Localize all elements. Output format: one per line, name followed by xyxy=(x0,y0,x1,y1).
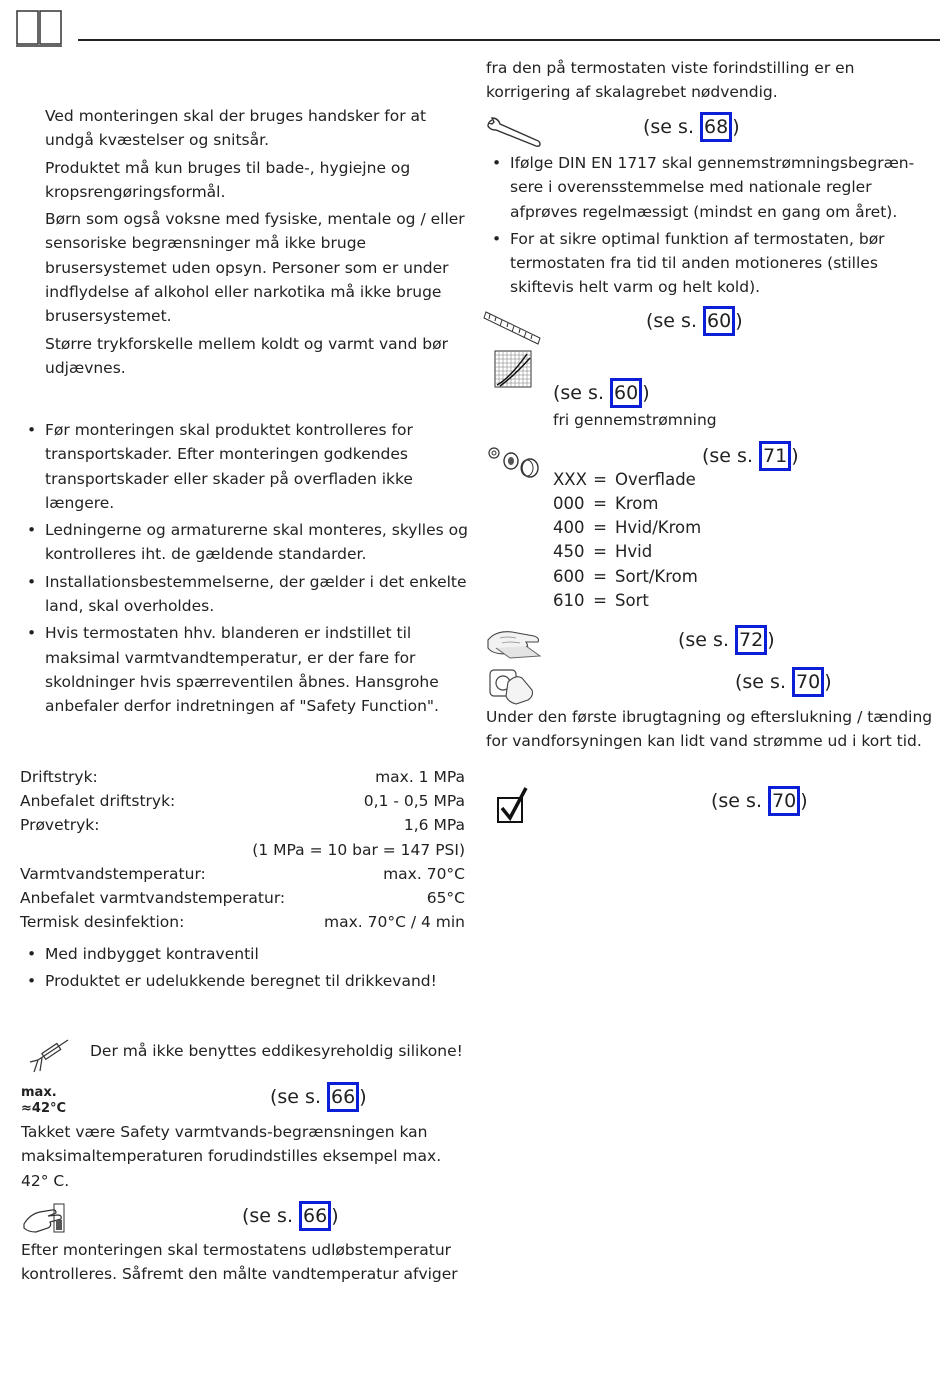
operating-hand-icon xyxy=(488,666,536,706)
checkbox-icon xyxy=(496,786,530,826)
page-reference xyxy=(702,441,799,471)
cleaning-hand-icon xyxy=(486,626,544,662)
list-item xyxy=(553,516,701,540)
color-name: Krom xyxy=(615,494,659,513)
ref-suffix: ) xyxy=(791,445,799,467)
spec-row xyxy=(20,910,465,934)
ref-prefix: (se s. xyxy=(646,310,704,332)
install-bullet-list xyxy=(21,418,469,719)
equals-sign: = xyxy=(593,494,607,513)
intro-paragraph: Ved monteringen skal der bruges handsker for at undgå kvæstelser og snitsår. xyxy=(45,107,427,150)
list-item: • Produktet er udelukkende beregnet til drikkevand! xyxy=(21,969,469,993)
color-code: 000 xyxy=(553,494,585,513)
list-item: • Hvis termostaten hhv. blanderen er indstillet til maksimal varmtvandtemperatur, er der fare for skoldninger hvis spærreventilen åbnes. Hansgrohe anbefaler derfor indretningen af "Safety Function". xyxy=(21,621,469,718)
spec-row xyxy=(20,789,465,813)
page-link[interactable]: 66 xyxy=(327,1082,359,1112)
ref-prefix: (se s. xyxy=(735,671,793,693)
color-code: 600 xyxy=(553,567,585,586)
spec-label: Prøvetryk: xyxy=(20,816,100,834)
open-book-icon xyxy=(16,10,62,48)
list-item xyxy=(553,468,696,492)
list-item xyxy=(553,565,698,589)
page-link[interactable]: 60 xyxy=(703,306,735,336)
list-item: • Installationsbestemmelserne, der gælder i det enkelte land, skal overholdes. xyxy=(21,570,469,619)
equals-sign: = xyxy=(593,567,607,586)
ref-prefix: (se s. xyxy=(242,1205,300,1227)
page-link[interactable]: 60 xyxy=(610,378,642,408)
equals-sign: = xyxy=(593,470,607,489)
ref-prefix: (se s. xyxy=(553,382,611,404)
page-reference xyxy=(646,306,743,336)
spec-value: max. 70°C xyxy=(383,865,465,883)
page-reference xyxy=(678,625,775,655)
spec-value: max. 70°C / 4 min xyxy=(323,913,465,931)
spare-parts-icon xyxy=(486,444,542,478)
page-link[interactable]: 70 xyxy=(768,786,800,816)
spec-row xyxy=(20,765,465,789)
list-item: • For at sikre optimal funktion af termostaten, bør termostaten fra tid til anden motioneres (stilles skiftevis helt varm og helt kold). xyxy=(486,227,934,300)
equals-sign: = xyxy=(593,591,607,610)
spec-bullet-list xyxy=(21,942,469,994)
spec-label: Anbefalet driftstryk: xyxy=(20,792,176,810)
list-item xyxy=(553,540,652,564)
max-temp-label: ≈42°C xyxy=(21,1101,67,1116)
ref-suffix: ) xyxy=(800,790,808,812)
page-reference xyxy=(553,378,650,408)
ref-prefix: (se s. xyxy=(643,116,701,138)
list-item: • Ledningerne og armaturerne skal monteres, skylles og kontrolleres iht. de gældende standarder. xyxy=(21,518,469,567)
color-name: Sort/Krom xyxy=(615,567,698,586)
page-reference xyxy=(643,112,740,142)
equals-sign: = xyxy=(593,542,607,561)
ref-prefix: (se s. xyxy=(702,445,760,467)
color-code: 450 xyxy=(553,542,585,561)
silicone-gun-icon xyxy=(24,1038,72,1074)
header-rule xyxy=(78,39,940,41)
list-item: • Før monteringen skal produktet kontrolleres for transportskader. Efter monteringen godkendes transportskader eller skader på overfladen ikke længere. xyxy=(21,418,469,515)
color-code: 610 xyxy=(553,591,585,610)
spec-label: Varmtvandstemperatur: xyxy=(20,865,206,883)
spec-label: Driftstryk: xyxy=(20,768,98,786)
page-link[interactable]: 68 xyxy=(700,112,732,142)
flow-label: fri gennemstrømning xyxy=(553,411,717,429)
color-name: Hvid xyxy=(615,542,653,561)
spec-label: Termisk desinfektion: xyxy=(20,913,185,931)
intro-section xyxy=(45,104,470,380)
spec-value: max. 1 MPa xyxy=(375,768,465,786)
page-reference xyxy=(270,1082,367,1112)
equals-sign: = xyxy=(593,518,607,537)
operation-text: Under den første ibrugtagning og efterslukning / tænding for vandforsyningen kan lidt vand strømme ud i kort tid. xyxy=(486,708,933,751)
continuation-text: fra den på termostaten viste forindstilling er en korrigering af skalagrebet nødvendig. xyxy=(486,59,855,102)
intro-paragraph: Børn som også voksne med fysiske, mentale og / eller sensoriske begrænsninger må ikke bruge brusersystemet uden opsyn. Personer som er under indflydelse af alkohol eller narkotika må ikke bruge brusersystemet. xyxy=(45,210,465,326)
page-link[interactable]: 71 xyxy=(759,441,791,471)
max-label: max. xyxy=(21,1085,57,1100)
intro-paragraph: Produktet må kun bruges til bade-, hygiejne og kropsrengøringsformål. xyxy=(45,158,411,201)
page-link[interactable]: 72 xyxy=(735,625,767,655)
color-name: Overflade xyxy=(615,470,696,489)
spec-value: 1,6 MPa xyxy=(403,816,465,834)
spec-row xyxy=(20,862,465,886)
ref-suffix: ) xyxy=(331,1205,339,1227)
ref-suffix: ) xyxy=(767,629,775,651)
intro-paragraph: Større trykforskelle mellem koldt og varmt vand bør udjævnes. xyxy=(45,334,448,377)
color-name: Sort xyxy=(615,591,649,610)
ref-prefix: (se s. xyxy=(270,1086,328,1108)
list-item xyxy=(553,492,658,516)
safety-text: Takket være Safety varmtvands-begrænsningen kan maksimaltemperaturen forudindstilles eksempel max. 42° C. xyxy=(21,1123,442,1190)
spec-row xyxy=(20,886,465,910)
wrench-icon xyxy=(486,116,542,150)
silicone-note: Der må ikke benyttes eddikesyreholdig silikone! xyxy=(90,1042,463,1060)
page-link[interactable]: 70 xyxy=(792,667,824,697)
color-name: Hvid/Krom xyxy=(615,518,702,537)
color-code: 400 xyxy=(553,518,585,537)
after-install-text: Efter monteringen skal termostatens udløbstemperatur kontrolleres. Såfremt den målte vandtemperatur afviger xyxy=(21,1241,458,1284)
page-reference xyxy=(242,1201,339,1231)
maintenance-bullet-list xyxy=(486,151,934,300)
ref-suffix: ) xyxy=(735,310,743,332)
page-reference xyxy=(735,667,832,697)
ref-suffix: ) xyxy=(359,1086,367,1108)
spec-row xyxy=(20,838,465,862)
ruler-icon xyxy=(484,308,542,346)
spec-value: 0,1 - 0,5 MPa xyxy=(363,792,465,810)
ref-prefix: (se s. xyxy=(711,790,769,812)
ref-suffix: ) xyxy=(824,671,832,693)
ref-suffix: ) xyxy=(642,382,650,404)
spec-row xyxy=(20,813,465,837)
flow-graph-icon xyxy=(494,350,532,388)
list-item: • Ifølge DIN EN 1717 skal gennemstrømningsbegræn-sere i overensstemmelse med nationale regler afprøves regelmæssigt (mindst en gang om året). xyxy=(486,151,934,224)
color-code: XXX xyxy=(553,470,587,489)
spec-value: (1 MPa = 10 bar = 147 PSI) xyxy=(252,841,465,859)
list-item: • Med indbygget kontraventil xyxy=(21,942,469,966)
ref-suffix: ) xyxy=(732,116,740,138)
thermometer-hand-icon xyxy=(22,1200,70,1240)
list-item xyxy=(553,589,649,613)
spec-value: 65°C xyxy=(426,889,465,907)
page-reference xyxy=(711,786,808,816)
ref-prefix: (se s. xyxy=(678,629,736,651)
spec-label: Anbefalet varmtvandstemperatur: xyxy=(20,889,286,907)
page-link[interactable]: 66 xyxy=(299,1201,331,1231)
